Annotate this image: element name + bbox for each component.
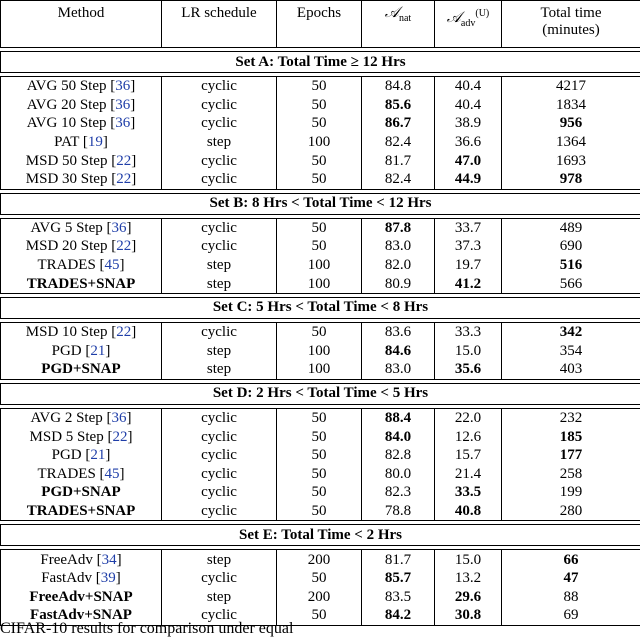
citation-link[interactable]: 36 xyxy=(115,78,131,95)
cell-adv: 38.9 xyxy=(435,114,502,133)
table-body xyxy=(1,48,640,626)
cell-epochs: 100 xyxy=(277,342,362,361)
table-row xyxy=(1,237,640,256)
citation-link[interactable]: 22 xyxy=(116,238,132,255)
header-total-time xyxy=(502,1,640,48)
cell-time: 489 xyxy=(502,218,640,237)
cell-nat: 84.0 xyxy=(362,427,435,446)
table-caption: CIFAR-10 results for comparison under equal xyxy=(0,620,294,637)
cell-epochs: 50 xyxy=(277,502,362,521)
cell-epochs: 100 xyxy=(277,133,362,152)
cell-lr: step xyxy=(162,274,277,293)
method-name: AVG 2 Step xyxy=(30,410,103,427)
cell-time: 354 xyxy=(502,342,640,361)
cell-time: 258 xyxy=(502,465,640,484)
cell-nat: 80.9 xyxy=(362,274,435,293)
citation-link[interactable]: 19 xyxy=(87,134,103,151)
method-name: TRADES+SNAP xyxy=(26,275,136,292)
cell-method: AVG 2 Step [36] xyxy=(1,408,162,427)
header-natural-accuracy xyxy=(362,1,435,48)
cell-time: 978 xyxy=(502,170,640,189)
table-row xyxy=(1,322,640,341)
section-title: Set B: 8 Hrs < Total Time < 12 Hrs xyxy=(1,193,640,214)
table-row xyxy=(1,483,640,502)
table-row xyxy=(1,151,640,170)
cell-epochs: 50 xyxy=(277,218,362,237)
citation-link[interactable]: 36 xyxy=(115,96,131,113)
cell-adv: 35.6 xyxy=(435,360,502,379)
cell-time: 66 xyxy=(502,550,640,569)
section-title: Set D: 2 Hrs < Total Time < 5 Hrs xyxy=(1,383,640,404)
cell-epochs: 200 xyxy=(277,587,362,606)
method-name: MSD 30 Step xyxy=(25,171,108,188)
cell-method: MSD 20 Step [22] xyxy=(1,237,162,256)
section-header xyxy=(1,52,640,73)
table-row xyxy=(1,133,640,152)
cell-lr: step xyxy=(162,342,277,361)
cell-nat: 86.7 xyxy=(362,114,435,133)
cell-adv: 47.0 xyxy=(435,151,502,170)
citation-link[interactable]: 22 xyxy=(116,324,132,341)
table-row xyxy=(1,465,640,484)
cell-method: FastAdv [39] xyxy=(1,569,162,588)
cell-adv: 12.6 xyxy=(435,427,502,446)
method-name: FreeAdv+SNAP xyxy=(29,588,133,605)
method-name: PGD xyxy=(51,342,82,359)
cell-adv: 13.2 xyxy=(435,569,502,588)
cell-nat: 83.0 xyxy=(362,237,435,256)
section-title: Set C: 5 Hrs < Total Time < 8 Hrs xyxy=(1,297,640,318)
nat-subscript: nat xyxy=(398,13,412,24)
table-row xyxy=(1,274,640,293)
method-name: FastAdv xyxy=(41,570,93,587)
cell-time: 342 xyxy=(502,322,640,341)
table-row xyxy=(1,408,640,427)
cell-nat: 88.4 xyxy=(362,408,435,427)
cell-epochs: 50 xyxy=(277,170,362,189)
cell-epochs: 50 xyxy=(277,427,362,446)
cell-time: 199 xyxy=(502,483,640,502)
cell-lr: cyclic xyxy=(162,446,277,465)
cell-time: 185 xyxy=(502,427,640,446)
cell-time: 280 xyxy=(502,502,640,521)
cell-adv: 15.0 xyxy=(435,550,502,569)
cell-adv: 44.9 xyxy=(435,170,502,189)
cell-epochs: 100 xyxy=(277,274,362,293)
table-row xyxy=(1,96,640,115)
method-name: AVG 10 Step xyxy=(26,115,107,132)
cell-nat: 84.2 xyxy=(362,606,435,625)
cell-time: 690 xyxy=(502,237,640,256)
cell-nat: 83.5 xyxy=(362,587,435,606)
cell-method: AVG 5 Step [36] xyxy=(1,218,162,237)
citation-link[interactable]: 36 xyxy=(111,410,127,427)
cell-adv: 36.6 xyxy=(435,133,502,152)
cell-lr: cyclic xyxy=(162,408,277,427)
cell-method: MSD 50 Step [22] xyxy=(1,151,162,170)
cell-lr: cyclic xyxy=(162,606,277,625)
cell-nat: 81.7 xyxy=(362,151,435,170)
cell-time: 566 xyxy=(502,274,640,293)
table-row xyxy=(1,342,640,361)
cell-lr: cyclic xyxy=(162,96,277,115)
cell-time: 1834 xyxy=(502,96,640,115)
method-name: MSD 10 Step xyxy=(25,324,108,341)
nat-symbol: 𝒜 xyxy=(384,5,399,21)
cell-nat: 87.8 xyxy=(362,218,435,237)
time-header-line1: Total time xyxy=(540,5,602,21)
cell-time: 88 xyxy=(502,587,640,606)
cell-nat: 82.8 xyxy=(362,446,435,465)
header-epochs: Epochs xyxy=(277,1,362,48)
cell-adv: 15.7 xyxy=(435,446,502,465)
cell-method xyxy=(1,587,162,606)
cell-lr: cyclic xyxy=(162,114,277,133)
cell-lr: cyclic xyxy=(162,77,277,96)
cell-time: 1693 xyxy=(502,151,640,170)
header-adversarial-accuracy xyxy=(435,1,502,48)
cell-adv: 15.0 xyxy=(435,342,502,361)
section-title: Set E: Total Time < 2 Hrs xyxy=(1,525,640,546)
cell-adv: 37.3 xyxy=(435,237,502,256)
cell-adv: 41.2 xyxy=(435,274,502,293)
citation-link[interactable]: 45 xyxy=(104,465,120,482)
table-row xyxy=(1,256,640,275)
cell-nat: 85.7 xyxy=(362,569,435,588)
citation-link[interactable]: 36 xyxy=(111,219,127,236)
citation-link[interactable]: 22 xyxy=(116,171,132,188)
cell-nat: 83.0 xyxy=(362,360,435,379)
cell-lr: step xyxy=(162,360,277,379)
adv-subscript: adv xyxy=(460,18,476,29)
cell-method xyxy=(1,483,162,502)
cell-epochs: 100 xyxy=(277,256,362,275)
method-name: AVG 5 Step xyxy=(30,219,103,236)
table-row xyxy=(1,114,640,133)
cell-nat: 84.8 xyxy=(362,77,435,96)
cell-method: MSD 10 Step [22] xyxy=(1,322,162,341)
table-row xyxy=(1,170,640,189)
cell-adv: 33.5 xyxy=(435,483,502,502)
cell-nat: 82.3 xyxy=(362,483,435,502)
cell-lr: cyclic xyxy=(162,170,277,189)
method-name: FreeAdv xyxy=(40,551,93,568)
citation-link[interactable]: 22 xyxy=(112,428,128,445)
cell-method: AVG 10 Step [36] xyxy=(1,114,162,133)
cell-adv: 33.7 xyxy=(435,218,502,237)
citation-link[interactable]: 45 xyxy=(104,257,120,274)
cell-method: FreeAdv [34] xyxy=(1,550,162,569)
header-lr-schedule: LR schedule xyxy=(162,1,277,48)
cell-epochs: 50 xyxy=(277,114,362,133)
method-name: TRADES xyxy=(37,257,96,274)
adv-superscript: (U) xyxy=(475,8,490,19)
time-header-line2: (minutes) xyxy=(542,22,600,38)
cell-nat: 78.8 xyxy=(362,502,435,521)
cell-method: AVG 50 Step [36] xyxy=(1,77,162,96)
cell-time: 1364 xyxy=(502,133,640,152)
table-row xyxy=(1,502,640,521)
cell-epochs: 50 xyxy=(277,77,362,96)
cell-epochs: 100 xyxy=(277,360,362,379)
citation-link[interactable]: 34 xyxy=(101,551,117,568)
cell-time: 403 xyxy=(502,360,640,379)
cell-nat: 82.4 xyxy=(362,170,435,189)
citation-link[interactable]: 39 xyxy=(100,570,116,587)
method-name: PGD+SNAP xyxy=(41,361,121,378)
table-row xyxy=(1,77,640,96)
table-row xyxy=(1,427,640,446)
cell-lr: cyclic xyxy=(162,237,277,256)
cell-epochs: 50 xyxy=(277,606,362,625)
cell-method xyxy=(1,502,162,521)
section-header xyxy=(1,297,640,318)
table-row xyxy=(1,218,640,237)
cell-lr: step xyxy=(162,133,277,152)
cell-time: 4217 xyxy=(502,77,640,96)
cell-time: 516 xyxy=(502,256,640,275)
method-name: TRADES+SNAP xyxy=(26,502,136,519)
cell-lr: step xyxy=(162,587,277,606)
citation-link[interactable]: 21 xyxy=(90,447,106,464)
cell-lr: step xyxy=(162,550,277,569)
cell-method: TRADES [45] xyxy=(1,465,162,484)
cell-lr: cyclic xyxy=(162,427,277,446)
table-row xyxy=(1,446,640,465)
method-name: PGD+SNAP xyxy=(41,484,121,501)
cell-adv: 29.6 xyxy=(435,587,502,606)
citation-link[interactable]: 22 xyxy=(116,152,132,169)
cell-adv: 30.8 xyxy=(435,606,502,625)
table-header xyxy=(1,1,640,48)
cell-lr: cyclic xyxy=(162,465,277,484)
cell-lr: cyclic xyxy=(162,322,277,341)
cell-adv: 21.4 xyxy=(435,465,502,484)
cell-method: PGD [21] xyxy=(1,446,162,465)
cell-adv: 40.4 xyxy=(435,77,502,96)
cell-method: AVG 20 Step [36] xyxy=(1,96,162,115)
method-name: MSD 5 Step xyxy=(29,428,104,445)
table-row xyxy=(1,587,640,606)
section-header xyxy=(1,193,640,214)
adv-symbol: 𝒜 xyxy=(446,10,461,26)
table-row xyxy=(1,569,640,588)
cell-time: 956 xyxy=(502,114,640,133)
cell-lr: cyclic xyxy=(162,569,277,588)
method-name: PGD xyxy=(51,447,82,464)
cell-method xyxy=(1,360,162,379)
cell-method: MSD 30 Step [22] xyxy=(1,170,162,189)
cell-method: PAT [19] xyxy=(1,133,162,152)
method-name: AVG 50 Step xyxy=(26,78,107,95)
citation-link[interactable]: 21 xyxy=(90,342,106,359)
cell-lr: cyclic xyxy=(162,151,277,170)
cell-method: PGD [21] xyxy=(1,342,162,361)
cell-lr: cyclic xyxy=(162,483,277,502)
cell-epochs: 50 xyxy=(277,151,362,170)
cell-method: TRADES [45] xyxy=(1,256,162,275)
cell-epochs: 50 xyxy=(277,322,362,341)
cell-nat: 85.6 xyxy=(362,96,435,115)
table-row xyxy=(1,360,640,379)
cell-lr: step xyxy=(162,256,277,275)
method-name: AVG 20 Step xyxy=(26,96,107,113)
cell-nat: 80.0 xyxy=(362,465,435,484)
cell-adv: 40.8 xyxy=(435,502,502,521)
cell-nat: 83.6 xyxy=(362,322,435,341)
cell-epochs: 50 xyxy=(277,465,362,484)
cell-adv: 40.4 xyxy=(435,96,502,115)
cell-epochs: 200 xyxy=(277,550,362,569)
method-name: PAT xyxy=(54,134,80,151)
cell-nat: 82.0 xyxy=(362,256,435,275)
cell-nat: 82.4 xyxy=(362,133,435,152)
method-name: MSD 20 Step xyxy=(25,238,108,255)
method-name: TRADES xyxy=(37,465,96,482)
section-title: Set A: Total Time ≥ 12 Hrs xyxy=(1,52,640,73)
cell-epochs: 50 xyxy=(277,96,362,115)
cell-epochs: 50 xyxy=(277,408,362,427)
cell-time: 177 xyxy=(502,446,640,465)
cell-adv: 19.7 xyxy=(435,256,502,275)
cell-time: 69 xyxy=(502,606,640,625)
cell-epochs: 50 xyxy=(277,237,362,256)
cell-time: 47 xyxy=(502,569,640,588)
method-name: MSD 50 Step xyxy=(25,152,108,169)
cell-adv: 22.0 xyxy=(435,408,502,427)
cell-method: MSD 5 Step [22] xyxy=(1,427,162,446)
method-name: FastAdv+SNAP xyxy=(30,607,132,624)
citation-link[interactable]: 36 xyxy=(115,115,131,132)
section-header xyxy=(1,525,640,546)
cell-lr: cyclic xyxy=(162,218,277,237)
section-header xyxy=(1,383,640,404)
cell-nat: 84.6 xyxy=(362,342,435,361)
cell-lr: cyclic xyxy=(162,502,277,521)
cell-nat: 81.7 xyxy=(362,550,435,569)
cell-time: 232 xyxy=(502,408,640,427)
cell-epochs: 50 xyxy=(277,569,362,588)
cell-epochs: 50 xyxy=(277,446,362,465)
table-row xyxy=(1,550,640,569)
cell-adv: 33.3 xyxy=(435,322,502,341)
cell-epochs: 50 xyxy=(277,483,362,502)
cell-method xyxy=(1,274,162,293)
header-method: Method xyxy=(1,1,162,48)
